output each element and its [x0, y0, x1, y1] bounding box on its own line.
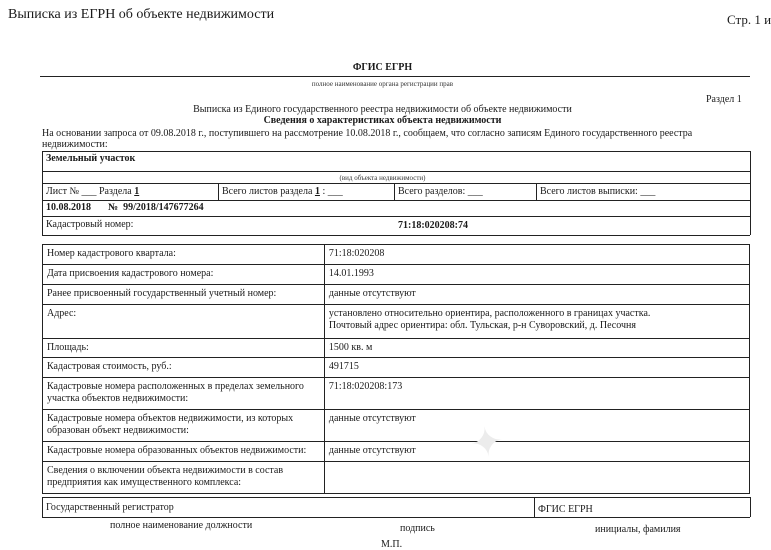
caption-position: полное наименование должности — [110, 520, 253, 531]
table-row — [43, 378, 750, 410]
table-row — [43, 410, 750, 442]
row-label: Ранее присвоенный государственный учетный номер: — [43, 285, 325, 305]
row-label: Сведения о включении объекта недвижимости в состав предприятия как имущественного комплекса: — [43, 462, 325, 494]
cadastral-number-value: 71:18:020208:74 — [398, 220, 468, 231]
extract-number: № 99/2018/147677264 — [108, 202, 204, 213]
row-value: данные отсутствуют — [324, 410, 749, 442]
table-row — [43, 462, 750, 494]
row-value: 71:18:020208:173 — [324, 378, 749, 410]
watermark: ✦ — [467, 418, 507, 468]
registrar-organization: ФГИС ЕГРН — [538, 504, 593, 515]
table-row — [43, 305, 750, 339]
table-row — [43, 339, 750, 358]
document-subtitle: Сведения о характеристиках объекта недвижимости — [263, 115, 502, 126]
row-label: Кадастровые номера объектов недвижимости, из которых образован объект недвижимости: — [43, 410, 325, 442]
row-value: данные отсутствуют — [324, 442, 749, 462]
authority-caption: полное наименование органа регистрации прав — [311, 80, 454, 88]
caption-signature: подпись — [400, 523, 435, 534]
characteristics-table — [42, 244, 750, 494]
row-value: 71:18:020208 — [324, 245, 749, 265]
row-label: Дата присвоения кадастрового номера: — [43, 265, 325, 285]
table-row — [43, 265, 750, 285]
table-row — [43, 442, 750, 462]
row-value: 1500 кв. м — [324, 339, 749, 358]
caption-name: инициалы, фамилия — [595, 524, 681, 535]
row-label: Кадастровая стоимость, руб.: — [43, 358, 325, 378]
row-label: Адрес: — [43, 305, 325, 339]
row-label: Кадастровые номера расположенных в пределах земельного участка объектов недвижимости: — [43, 378, 325, 410]
extract-date: 10.08.2018 — [46, 202, 91, 213]
authority-name: ФГИС ЕГРН — [352, 62, 413, 73]
object-type: Земельный участок — [46, 153, 136, 164]
table-row — [43, 285, 750, 305]
sheet-number: Лист № ___ Раздела 1 — [46, 186, 140, 197]
row-value: установлено относительно ориентира, расположенного в границах участка. Почтовый адрес ориентира: обл. Тульская, р-н Суворовский, д. Песочня — [324, 305, 749, 339]
row-value: данные отсутствуют — [324, 285, 749, 305]
extract-sheets-total: Всего листов выписки: ___ — [540, 186, 656, 197]
cadastral-number-label: Кадастровый номер: — [46, 219, 134, 230]
object-type-caption: (вид объекта недвижимости) — [339, 174, 426, 182]
authority-underline — [40, 76, 750, 77]
sections-total: Всего разделов: ___ — [398, 186, 483, 197]
row-value: 491715 — [324, 358, 749, 378]
row-value: 14.01.1993 — [324, 265, 749, 285]
stamp-place: М.П. — [381, 539, 403, 550]
intro-text-line2: недвижимости: — [42, 139, 108, 150]
table-row — [43, 358, 750, 378]
row-value — [324, 462, 749, 494]
registrar-position: Государственный регистратор — [46, 502, 174, 513]
row-label: Номер кадастрового квартала: — [43, 245, 325, 265]
section-label: Раздел 1 — [706, 94, 742, 105]
page-header-title: Выписка из ЕГРН об объекте недвижимости — [8, 7, 275, 22]
row-label: Площадь: — [43, 339, 325, 358]
page-number: Стр. 1 и — [727, 12, 771, 27]
document-title: Выписка из Единого государственного реестра недвижимости об объекте недвижимости — [193, 104, 572, 115]
row-label: Кадастровые номера образованных объектов недвижимости: — [43, 442, 325, 462]
table-row — [43, 245, 750, 265]
sheets-total: Всего листов раздела 1 : ___ — [222, 186, 343, 197]
intro-text-line1: На основании запроса от 09.08.2018 г., поступившего на рассмотрение 10.08.2018 г., сообщаем, что согласно записям Единого государственного реестра — [42, 128, 693, 139]
